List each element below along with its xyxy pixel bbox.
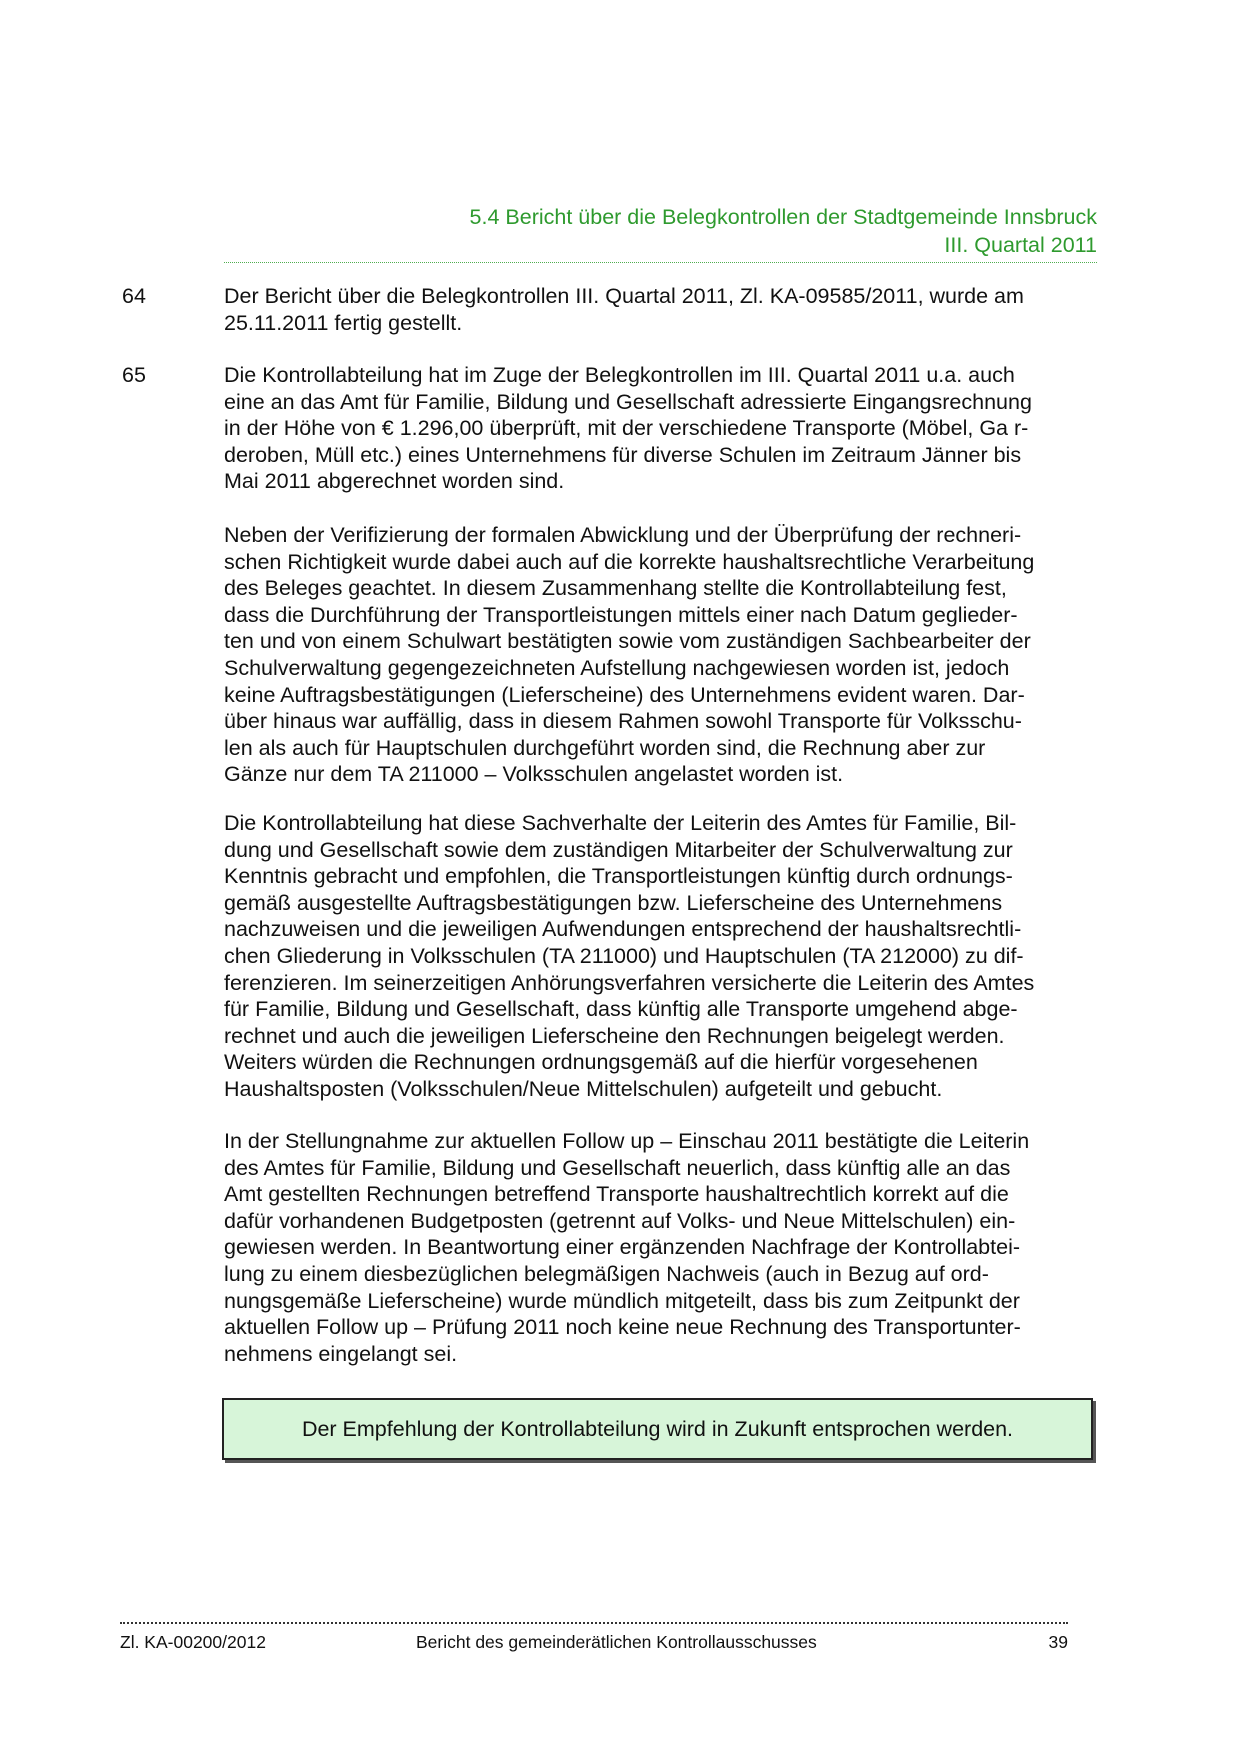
footer-divider (120, 1622, 1068, 1624)
footer-report-title: Bericht des gemeinderätlichen Kontrollausschusses (416, 1632, 817, 1652)
footer-reference: Zl. KA-00200/2012 (120, 1632, 266, 1652)
paragraph-number-64: 64 (122, 284, 146, 308)
header-divider (224, 262, 1097, 263)
section-header (224, 203, 1097, 259)
paragraph-65-continued-3-text: In der Stellungnahme zur aktuellen Follow up – Einschau 2011 bestätigte die Leiterin des Amtes für Familie, Bildung und Gesellschaft neuerlich, dass künftig alle an das Amt gestellten Rechnungen betreffend Transporte haushaltrechtlich korrekt auf die dafür vorhandenen Budgetposten (getrennt auf Volks- und Neue Mittelschulen) ein- gewiesen werden. In Beantwortung einer ergänzenden Nachfrage der Kontrollabtei- lung zu einem diesbezüglichen belegmäßigen Nachweis (auch in Bezug auf ord- nungsgemäße Lieferscheine) wurde mündlich mitgeteilt, dass bis zum Zeitpunkt der aktuellen Follow up – Prüfung 2011 noch keine neue Rechnung des Transportunter- nehmens eingelangt sei. (224, 1129, 1030, 1366)
conclusion-box (222, 1398, 1093, 1460)
paragraph-65: Die Kontrollabteilung hat im Zuge der Belegkontrollen im III. Quartal 2011 u.a. auch eine an das Amt für Familie, Bildung und Gesellschaft adressierte Eingangsrechnung in der Höhe von € 1.296,00 überprüft, mit der verschiedene Transporte (Möbel, Ga r- deroben, Müll etc.) eines Unternehmens für diverse Schulen im Zeitraum Jänner bis Mai 2011 abgerechnet worden sind. (224, 363, 1032, 494)
section-subtitle: III. Quartal 2011 (944, 233, 1097, 257)
paragraph-64: Der Bericht über die Belegkontrollen III. Quartal 2011, Zl. KA-09585/2011, wurde am 25.11.2011 fertig gestellt. (224, 284, 1024, 335)
section-title: 5.4 Bericht über die Belegkontrollen der Stadtgemeinde Innsbruck (469, 205, 1097, 229)
conclusion-text: Der Empfehlung der Kontrollabteilung wird in Zukunft entsprochen werden. (301, 1416, 1014, 1441)
paragraph-65-continued-2-text: Die Kontrollabteilung hat diese Sachverhalte der Leiterin des Amtes für Familie, Bil- dung und Gesellschaft sowie dem zuständigen Mitarbeiter der Schulverwaltung zur Kenntnis gebracht und empfohlen, die Transportleistungen künftig durch ordnungs- gemäß ausgestellte Auftragsbestätigungen bzw. Lieferscheine des Unternehmens nachzuweisen und die jeweiligen Aufwendungen entsprechend der haushaltsrechtli- chen Gliederung in Volksschulen (TA 211000) und Hauptschulen (TA 212000) zu dif- ferenzieren. Im seinerzeitigen Anhörungsverfahren versicherte die Leiterin des Amtes für Familie, Bildung und Gesellschaft, dass künftig alle Transporte umgehend abge- rechnet und auch die jeweiligen Lieferscheine den Rechnungen beigelegt werden. Weiters würden die Rechnungen ordnungsgemäß auf die hierfür vorgesehenen Haushaltsposten (Volksschulen/Neue Mittelschulen) aufgeteilt und gebucht. (224, 811, 1035, 1101)
paragraph-65-continued-1-text: Neben der Verifizierung der formalen Abwicklung und der Überprüfung der rechneri- schen Richtigkeit wurde dabei auch auf die korrekte haushaltsrechtliche Verarbeitung des Beleges geachtet. In diesem Zusammenhang stellte die Kontrollabteilung fest, dass die Durchführung der Transportleistungen mittels einer nach Datum geglieder- ten und von einem Schulwart bestätigten sowie vom zuständigen Sachbearbeiter der Schulverwaltung gegengezeichneten Aufstellung nachgewiesen worden ist, jedoch keine Auftragsbestätigungen (Lieferscheine) des Unternehmens evident waren. Dar- über hinaus war auffällig, dass in diesem Rahmen sowohl Transporte für Volksschu- len als auch für Hauptschulen durchgeführt worden sind, die Rechnung aber zur Gänze nur dem TA 211000 – Volksschulen angelastet worden ist. (224, 523, 1035, 787)
footer-page-number: 39 (1048, 1632, 1068, 1652)
paragraph-number-65: 65 (122, 363, 146, 387)
